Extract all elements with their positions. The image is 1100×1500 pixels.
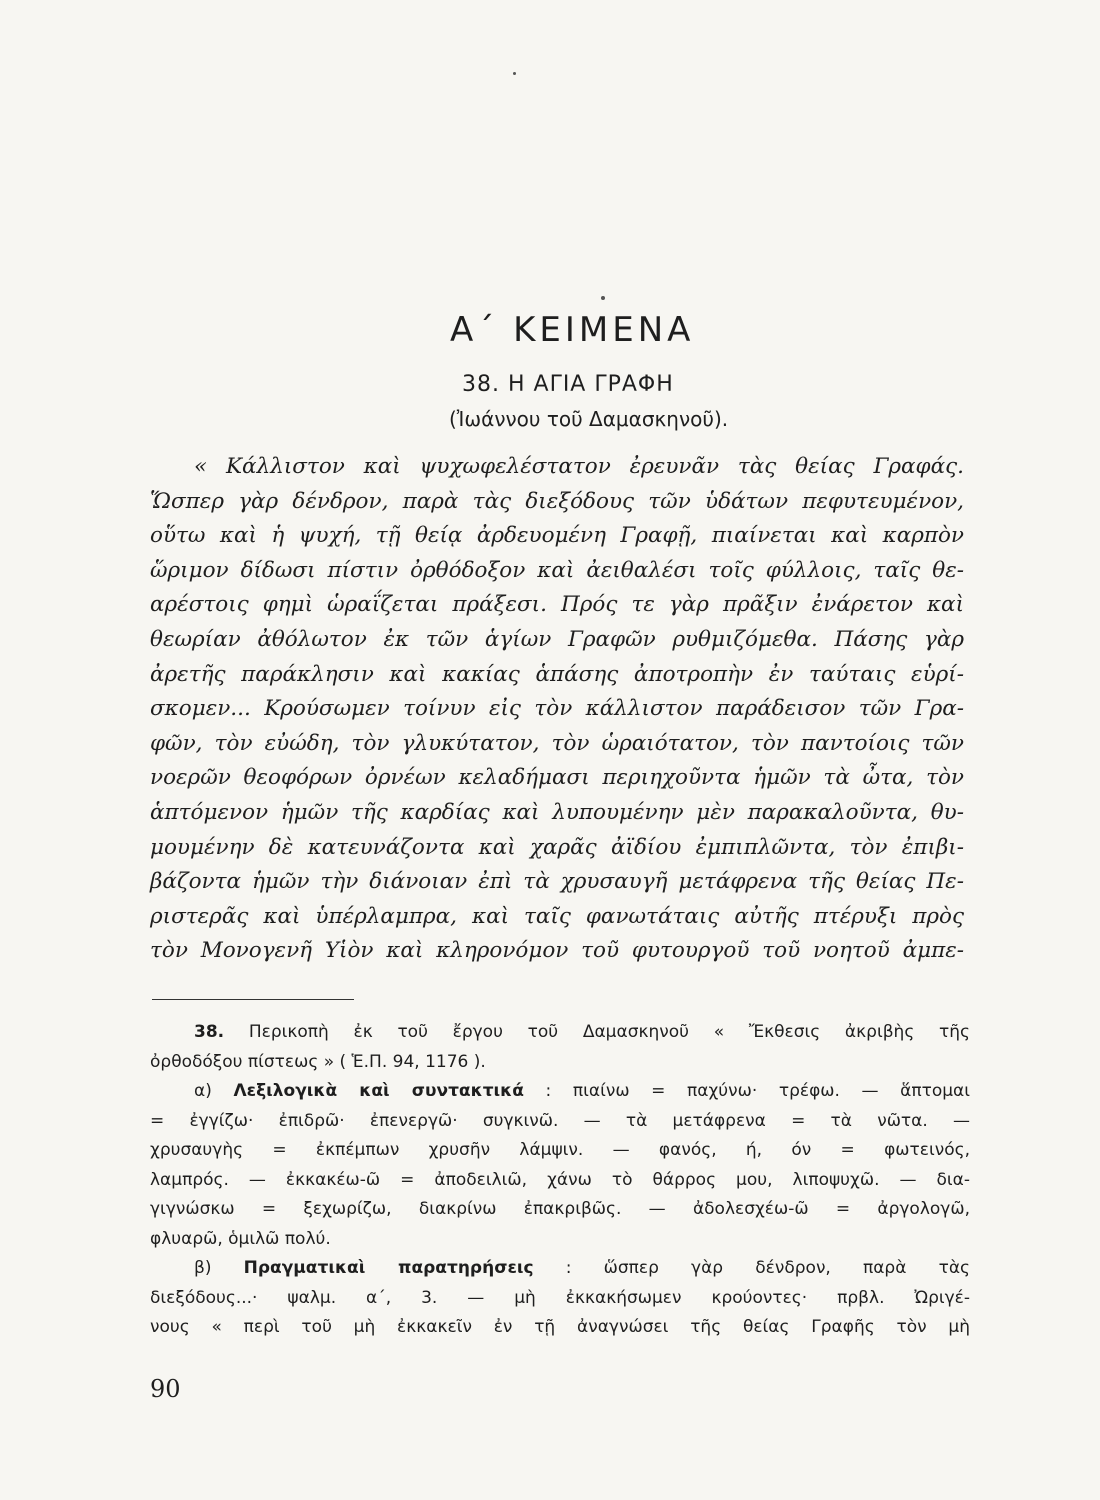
footnotes xyxy=(150,1018,970,1343)
factual-note-line: διεξόδους...· ψαλμ. α΄, 3. — μὴ ἐκκακήσωμεν κρούοντες· πρβλ. Ὠριγέ- xyxy=(150,1287,970,1308)
factual-marker: β) xyxy=(194,1258,212,1278)
lexical-heading: Λεξιλογικὰ καὶ συντακτικά xyxy=(233,1081,524,1101)
author-attribution: (Ἰωάννου τοῦ Δαμασκηνοῦ). xyxy=(449,407,729,431)
text-line: οὕτω καὶ ἡ ψυχή, τῇ θείᾳ ἀρδευομένη Γραφῇ, πιαίνεται καὶ καρπὸν xyxy=(150,523,964,549)
factual-line-rest: : ὥσπερ γὰρ δένδρον, παρὰ τὰς xyxy=(565,1258,971,1278)
page-number: 90 xyxy=(150,1375,181,1403)
text-line: ριστερᾶς καὶ ὑπέρλαμπρα, καὶ ταῖς φανωτάταις αὐτῆς πτέρυξι πρὸς xyxy=(150,903,964,929)
text-line: βάζοντα ἡμῶν τὴν διάνοιαν ἐπὶ τὰ χρυσαυγῆ μετάφρενα τῆς θείας Πε- xyxy=(150,869,964,895)
factual-notes-heading-line xyxy=(150,1254,970,1284)
text-line: αρέστοις φημὶ ὡραΐζεται πράξεσι. Πρός τε γὰρ πρᾶξιν ἐνάρετον καὶ xyxy=(150,592,964,618)
chapter-title: 38. Η ΑΓΙΑ ΓΡΑΦΗ xyxy=(462,372,674,397)
footnote-source-text: Περικοπὴ ἐκ τοῦ ἔργου τοῦ Δαμασκηνοῦ « Ἔκθεσις ἀκριβὴς τῆς xyxy=(248,1022,971,1042)
section-title: Α΄ ΚΕΙΜΕΝΑ xyxy=(450,310,695,350)
lexical-note-line: φλυαρῶ, ὁμιλῶ πολύ. xyxy=(150,1228,331,1249)
text-line: σκομεν... Κρούσωμεν τοίνυν εἰς τὸν κάλλιστον παράδεισον τῶν Γρα- xyxy=(150,696,964,722)
lexical-note-line: γιγνώσκω = ξεχωρίζω, διακρίνω ἐπακριβῶς. — ἀδολεσχέω-ῶ = ἀργολογῶ, xyxy=(150,1199,970,1219)
footnote-number: 38. xyxy=(194,1022,225,1042)
factual-note-line: νους « περὶ τοῦ μὴ ἐκκακεῖν ἐν τῇ ἀναγνώσει τῆς θείας Γραφῆς τὸν μὴ xyxy=(150,1317,970,1337)
text-line: μουμένην δὲ κατευνάζοντα καὶ χαρᾶς ἀϊδίου ἐμπιπλῶντα, τὸν ἐπιβι- xyxy=(150,834,964,860)
lexical-marker: α) xyxy=(194,1081,212,1101)
text-line: νοερῶν θεοφόρων ὀρνέων κελαδήμασι περιηχοῦντα ἡμῶν τὰ ὦτα, τὸν xyxy=(150,765,964,791)
lexical-note-line: χρυσαυγὴς = ἐκπέμπων χρυσῆν λάμψιν. — φανός, ή, όν = φωτεινός, xyxy=(150,1140,970,1160)
lexical-note-line: λαμπρός. — ἐκκακέω-ῶ = ἀποδειλιῶ, χάνω τὸ θάρρος μου, λιποψυχῶ. — δια- xyxy=(150,1169,970,1190)
text-line: τὸν Μονογενῆ Υἱὸν καὶ κληρονόμον τοῦ φυτουργοῦ τοῦ νοητοῦ ἀμπε- xyxy=(150,938,964,964)
text-line: φῶν, τὸν εὐώδη, τὸν γλυκύτατον, τὸν ὡραιότατον, τὸν παντοίοις τῶν xyxy=(150,730,964,756)
footnote-source-line: ὀρθοδόξου πίστεως » ( Ἑ.Π. 94, 1176 ). xyxy=(150,1051,486,1072)
footnote-divider xyxy=(152,999,354,1000)
text-line: ὥριμον δίδωσι πίστιν ὀρθόδοξον καὶ ἀειθαλέσι τοῖς φύλλοις, ταῖς θε- xyxy=(150,557,964,583)
factual-heading: Πραγματικαὶ παρατηρήσεις xyxy=(243,1258,534,1278)
text-line: Ὥσπερ γὰρ δένδρον, παρὰ τὰς διεξόδους τῶν ὑδάτων πεφυτευμένον, xyxy=(150,488,964,514)
text-line: ἁπτόμενον ἡμῶν τῆς καρδίας καὶ λυπουμένην μὲν παρακαλοῦντα, θυ- xyxy=(150,799,964,825)
footnote-source-line xyxy=(150,1018,970,1048)
lexical-note-line: = ἐγγίζω· ἐπιδρῶ· ἐπενεργῶ· συγκινῶ. — τὰ μετάφρενα = τὰ νῶτα. — xyxy=(150,1110,970,1131)
print-speck xyxy=(513,72,516,75)
print-speck xyxy=(601,296,605,300)
lexical-notes-heading-line xyxy=(150,1077,970,1107)
text-line: θεωρίαν ἀθόλωτον ἐκ τῶν ἁγίων Γραφῶν ρυθμιζόμεθα. Πάσης γὰρ xyxy=(150,626,964,652)
lexical-line-rest: : πιαίνω = παχύνω· τρέφω. — ἅπτομαι xyxy=(545,1081,971,1101)
main-text xyxy=(150,450,964,969)
text-line: ἀρετῆς παράκλησιν καὶ κακίας ἁπάσης ἀποτροπὴν ἐν ταύταις εὑρί- xyxy=(150,661,964,687)
text-line: « Κάλλιστον καὶ ψυχωφελέστατον ἐρευνᾶν τὰς θείας Γραφάς. xyxy=(194,454,964,479)
